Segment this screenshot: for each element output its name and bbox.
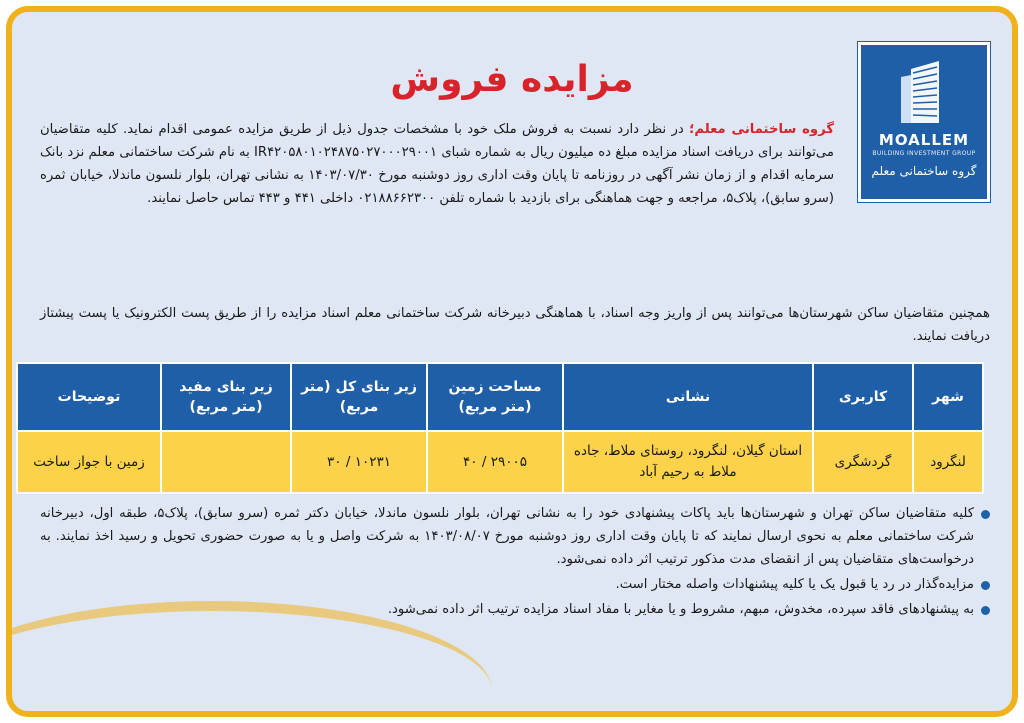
table-row bbox=[17, 431, 983, 493]
cell-land-area: ۲۹۰۰۵ / ۴۰ bbox=[427, 431, 563, 493]
table-header-row bbox=[17, 363, 983, 431]
bullet-icon bbox=[981, 510, 990, 519]
col-header-total-built-area: زیر بنای کل (متر مربع) bbox=[291, 363, 427, 431]
logo-subtitle: BUILDING INVESTMENT GROUP bbox=[872, 150, 976, 157]
intro-paragraph-2: همچنین متقاضیان ساکن شهرستان‌ها می‌توانند پس از واریز وجه اسناد، با هماهنگی دبیرخانه شرکت ساختمانی معلم اسناد مزایده را از طریق پست الکترونیک یا پست پیشتاز دریافت نمایند. bbox=[40, 306, 990, 344]
list-item-text: مزایده‌گذار در رد یا قبول یک یا کلیه پیشنهادات واصله مختار است. bbox=[615, 577, 974, 592]
col-header-useful-built-area: زیر بنای مفید (متر مربع) bbox=[161, 363, 291, 431]
cell-usage: گردشگری bbox=[813, 431, 913, 493]
bullet-icon bbox=[981, 606, 990, 615]
logo-name-fa: گروه ساختمانی معلم bbox=[871, 164, 977, 178]
col-header-usage: کاربری bbox=[813, 363, 913, 431]
list-item-text: به پیشنهادهای فاقد سپرده، مخدوش، مبهم، مشروط و یا مغایر با مفاد اسناد مزایده ترتیب اثر داده نمی‌شود. bbox=[387, 602, 974, 617]
conditions-list bbox=[40, 502, 990, 623]
logo-name-en: MOALLEM bbox=[878, 131, 970, 149]
cell-city: لنگرود bbox=[913, 431, 983, 493]
col-header-notes: توضیحات bbox=[17, 363, 161, 431]
list-item bbox=[40, 502, 990, 571]
intro-text: در نظر دارد نسبت به فروش ملک خود با مشخصات جدول ذیل از طریق مزایده عمومی اقدام نماید. کلیه متقاضیان می‌توانند برای دریافت اسناد مزایده مبلغ ده میلیون ریال به شماره شبای IR۴۲۰۵۸۰۱۰۲۴۸۷۵۰۲۷۰۰۰۲۹۰۰۱ به نام شرکت ساختمانی معلم نزد بانک سرمایه اقدام و از زمان نشر آگهی در روزنامه تا پایان وقت اداری روز دوشنبه مورخ ۱۴۰۳/۰۷/۳۰ به نشانی تهران، بلوار نلسون ماندلا، خیابان ثمره (سرو سابق)، پلاک۵، مراجعه و جهت هماهنگی برای بازدید با شماره تلفن ۰۲۱۸۸۶۶۲۳۰۰ داخلی ۴۴۱ و ۴۴۳ تماس حاصل نمایند. bbox=[40, 122, 834, 206]
bullet-icon bbox=[981, 581, 990, 590]
col-header-address: نشانی bbox=[563, 363, 813, 431]
list-item-text: کلیه متقاضیان ساکن تهران و شهرستان‌ها باید پاکات پیشنهادی خود را به نشانی تهران، بلوار نلسون ماندلا، خیابان دکتر ثمره (سرو سابق)، پلاک۵، طبقه اول، دبیرخانه شرکت ساختمانی معلم به نحوی ارسال نمایند که تا پایان وقت اداری روز دوشنبه مورخ ۱۴۰۳/۰۸/۰۷ به شرکت واصل و یا به صورت حضوری تحویل و رسید اخذ نمایند. به درخواست‌های متقاضیان پس از انقضای مدت مذکور ترتیب اثر داده نمی‌شود. bbox=[40, 506, 975, 567]
property-table bbox=[16, 362, 984, 494]
cell-total-built-area: ۱۰۲۳۱ / ۳۰ bbox=[291, 431, 427, 493]
col-header-land-area: مساحت زمین (متر مربع) bbox=[427, 363, 563, 431]
notice-title: مزایده فروش bbox=[390, 59, 634, 100]
auction-notice bbox=[6, 6, 1018, 717]
company-name: گروه ساختمانی معلم؛ bbox=[689, 122, 834, 137]
col-header-city: شهر bbox=[913, 363, 983, 431]
cell-useful-built-area bbox=[161, 431, 291, 493]
list-item bbox=[40, 598, 990, 621]
list-item bbox=[40, 573, 990, 596]
intro-paragraph bbox=[40, 118, 834, 210]
cell-notes: زمین با جواز ساخت bbox=[17, 431, 161, 493]
cell-address: استان گیلان، لنگرود، روستای ملاط، جاده ملاط به رحیم آباد bbox=[563, 431, 813, 493]
